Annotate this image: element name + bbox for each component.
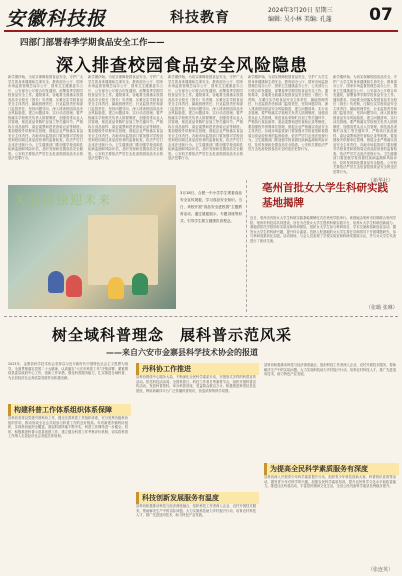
news-photo	[8, 185, 176, 309]
feature-section-body: 县科协积极推动科技与经济深度融合，组织科技工作者深入企业、农村开展技术服务，帮助解决生产中的实际问题。大力实施科技助力乡村振兴行动，培育农村科技人才，推广先进适用技术，助力特色产业发展。	[136, 504, 256, 517]
feature-section-heading: 科技创新发展服务有温度	[136, 492, 259, 504]
photo-caption: 3月18日，合肥一中小学学生观看食品安全宣传展板，学习食品安全知识。当日，该校开展“食品安全进校园”主题教育活动，通过展板展示、专题讲座等形式，引导学生树立健康饮食观念。	[180, 191, 242, 223]
feature-section-body: 县科协积极推动科技与经济深度融合，组织科技工作者深入企业、农村开展技术服务，帮助解决生产中的实际问题。大力实施科技助力乡村振兴行动，培育农村科技人才，推广先进适用技术，助力特色产业发展。	[264, 363, 396, 376]
feature-headline: 树全域科普理念 展科普示范风采	[52, 326, 293, 344]
top-body-col3: 新学期伊始，为切实保障校园食品安全，守护广大学生的身体健康和生命安全，教育部办公厅、国家市场监督管理总局办公厅、国家卫生健康委办公厅、公安部办公厅联合印发通知，部署春季学期学校食品安全工作。通知要求，各地要全面落实校园食品安全校长（园长）负责制，压紧压实学校食品安全主体责任、属地管理责任、行业监管责任和部门监管责任，坚持问题导向，深入排查校园食品安全风险隐患，建立问题清单，实行动态管理。要严格落实学校相关负责人陪餐制度，加强食堂从业人员管理，规范食品采购贮存加工等关键环节，严格执行食品留样、索证索票和进货查验记录等制度。要加强校外供餐单位管理，督促企业严格落实食品安全主体责任。各地市场监管部门要加强对学校食堂和校园周边食品经营者的监督检查，依法严厉打击违法违规行为。卫生健康部门要加强学校食源性疾病监测和风险评估，及时发现和处置食品安全隐患。公安机关要依法严厉打击危害校园食品安全的违法犯罪行为。	[168, 75, 243, 160]
dateline	[268, 6, 333, 24]
page-number: 07	[369, 5, 393, 25]
feature-source: （张连英）	[368, 567, 394, 573]
header-rule	[4, 30, 398, 32]
top-body-col1: 新学期伊始，为切实保障校园食品安全，守护广大学生的身体健康和生命安全，教育部办公厅、国家市场监督管理总局办公厅、国家卫生健康委办公厅、公安部办公厅联合印发通知，部署春季学期学校食品安全工作。通知要求，各地要全面落实校园食品安全校长（园长）负责制，压紧压实学校食品安全主体责任、属地管理责任、行业监管责任和部门监管责任，坚持问题导向，深入排查校园食品安全风险隐患，建立问题清单，实行动态管理。要严格落实学校相关负责人陪餐制度，加强食堂从业人员管理，规范食品采购贮存加工等关键环节，严格执行食品留样、索证索票和进货查验记录等制度。要加强校外供餐单位管理，督促企业严格落实食品安全主体责任。各地市场监管部门要加强对学校食堂和校园周边食品经营者的监督检查，依法严厉打击违法违规行为。卫生健康部门要加强学校食源性疾病监测和风险评估，及时发现和处置食品安全隐患。公安机关要依法严厉打击危害校园食品安全的违法犯罪行为。	[8, 75, 83, 160]
top-body-col2: 新学期伊始，为切实保障校园食品安全，守护广大学生的身体健康和生命安全，教育部办公厅、国家市场监督管理总局办公厅、国家卫生健康委办公厅、公安部办公厅联合印发通知，部署春季学期学校食品安全工作。通知要求，各地要全面落实校园食品安全校长（园长）负责制，压紧压实学校食品安全主体责任、属地管理责任、行业监管责任和部门监管责任，坚持问题导向，深入排查校园食品安全风险隐患，建立问题清单，实行动态管理。要严格落实学校相关负责人陪餐制度，加强食堂从业人员管理，规范食品采购贮存加工等关键环节，严格执行食品留样、索证索票和进货查验记录等制度。要加强校外供餐单位管理，督促企业严格落实食品安全主体责任。各地市场监管部门要加强对学校食堂和校园周边食品经营者的监督检查，依法严厉打击违法违规行为。卫生健康部门要加强学校食源性疾病监测和风险评估，及时发现和处置食品安全隐患。公安机关要依法严厉打击危害校园食品安全的违法犯罪行为。	[88, 75, 163, 160]
top-headline: 深入排查校园食品安全风险隐患	[56, 56, 308, 76]
photo-calligraphy: 关爱很独迎未来	[14, 193, 113, 207]
section-divider	[4, 316, 398, 317]
editor-credit: 编辑: 吴小林 美编: 孔蓬	[268, 16, 332, 23]
top-kicker: 四部门部署春季学期食品安全工作——	[20, 38, 165, 48]
side-source: （张璐 张琳）	[366, 305, 398, 311]
section-title: 科技教育	[170, 10, 230, 26]
feature-section-body: 县科协围绕中心服务大局，不断深化全民科学素质行动，开展形式多样的科普宣传活动。依托科技活动周、全国科普日、科技工作者日等重要节点，组织开展科普宣传活动，发放科普资料，举办科普讲座，受益群众数以万计。积极推进科普信息化建设，利用新媒体平台广泛传播科普知识，营造浓厚的科学氛围。	[136, 375, 256, 393]
masthead: 安徽科技报	[6, 8, 107, 30]
photo-figure	[66, 275, 82, 297]
issue-date: 2024年3月20日 星期三	[268, 7, 333, 14]
top-body-col4: 新学期伊始，为切实保障校园食品安全，守护广大学生的身体健康和生命安全，教育部办公厅、国家市场监督管理总局办公厅、国家卫生健康委办公厅、公安部办公厅联合印发通知，部署春季学期学校食品安全工作。通知要求，各地要全面落实校园食品安全校长（园长）负责制，压紧压实学校食品安全主体责任、属地管理责任、行业监管责任和部门监管责任，坚持问题导向，深入排查校园食品安全风险隐患，建立问题清单，实行动态管理。要严格落实学校相关负责人陪餐制度，加强食堂从业人员管理，规范食品采购贮存加工等关键环节，严格执行食品留样、索证索票和进货查验记录等制度。要加强校外供餐单位管理，督促企业严格落实食品安全主体责任。各地市场监管部门要加强对学校食堂和校园周边食品经营者的监督检查，依法严厉打击违法违规行为。卫生健康部门要加强学校食源性疾病监测和风险评估，及时发现和处置食品安全隐患。公安机关要依法严厉打击危害校园食品安全的违法犯罪行为。	[248, 75, 328, 151]
photo-figure	[48, 271, 64, 293]
top-body-col5: 新学期伊始，为切实保障校园食品安全，守护广大学生的身体健康和生命安全，教育部办公厅、国家市场监督管理总局办公厅、国家卫生健康委办公厅、公安部办公厅联合印发通知，部署春季学期学校食品安全工作。通知要求，各地要全面落实校园食品安全校长（园长）负责制，压紧压实学校食品安全主体责任、属地管理责任、行业监管责任和部门监管责任，坚持问题导向，深入排查校园食品安全风险隐患，建立问题清单，实行动态管理。要严格落实学校相关负责人陪餐制度，加强食堂从业人员管理，规范食品采购贮存加工等关键环节，严格执行食品留样、索证索票和进货查验记录等制度。要加强校外供餐单位管理，督促企业严格落实食品安全主体责任。各地市场监管部门要加强对学校食堂和校园周边食品经营者的监督检查，依法严厉打击违法违规行为。卫生健康部门要加强学校食源性疾病监测和风险评估，及时发现和处置食品安全隐患。公安机关要依法严厉打击危害校园食品安全的违法犯罪行为。	[333, 75, 397, 174]
feature-section-heading: 为提高全民科学素质服务有深度	[264, 463, 399, 475]
column-separator	[246, 180, 247, 312]
feature-section-body: 县科协坚持以党建引领科协工作，健全完善科普工作组织体系，充分发挥各级科协组织作用，推动形成全社会共同参与科普工作的良好格局。年内新建乡镇科协组织，实现科协组织全覆盖，基层科普阵地不断夯实，科普工作网络进一步健全。同时，积极推进科普示范县创建工作，建立健全科普工作考核评价机制，切实将科普工作纳入全县经济社会发展总体规划。	[8, 416, 128, 438]
photo-display-board	[88, 215, 158, 285]
feature-section-body: 县科协深入开展青少年科学素质提升行动，组织青少年科技创新大赛、科普知识竞赛等活动，激发青少年对科学的兴趣。加强农民科学素质培训，提升农民科学文化水平和致富能力。推进社区科普活动，丰富居民精神文化生活，全县公民具备科学素质比例稳步提升。	[264, 475, 396, 488]
side-headline: 亳州首批女大学生科研实践基地揭牌	[262, 182, 388, 209]
feature-subtitle: ——来自六安市金寨县科学技术协会的报道	[106, 348, 258, 357]
feature-section-heading: 构建科普工作体系组织体系保障	[8, 404, 131, 416]
feature-intro: 2023年，金寨县科学技术协会坚持以习近平新时代中国特色社会主义思想为指导，全面贯彻落实党的二十大精神，认真落实“六安市科普工作”决策部署，紧紧围绕县委县政府中心工作，创新工作举措，强化科普服务能力，扎实推进全域科普，为全县经济社会高质量发展作出积极贡献。	[8, 362, 128, 380]
feature-section-heading: 丹科协工作推进	[136, 363, 259, 375]
top-source: （新华社）	[368, 178, 394, 184]
photo-figure	[132, 273, 148, 295]
photo-figure	[108, 277, 124, 299]
side-body: 近日，亳州市首批女大学生科研实践基地揭牌仪式在亳州学院举行。该基地由亳州市妇联联合亳州学院、亳州市科技局共同建设，旨在为在校女大学生提供科研实践平台，培养女大学生科研创新能力。基地将依托学校现有实验室和科研团队，组织女大学生参与科研项目、学术交流和创新创业活动，激发女大学生的科研兴趣，提升综合素质。首批入驻基地的女大学生将在导师指导下开展课题研究，参与科研成果转化实践。活动现场，与会人员参观了学校实验室和科研成果展示区，并与女大学生代表进行了座谈交流。	[250, 216, 396, 243]
